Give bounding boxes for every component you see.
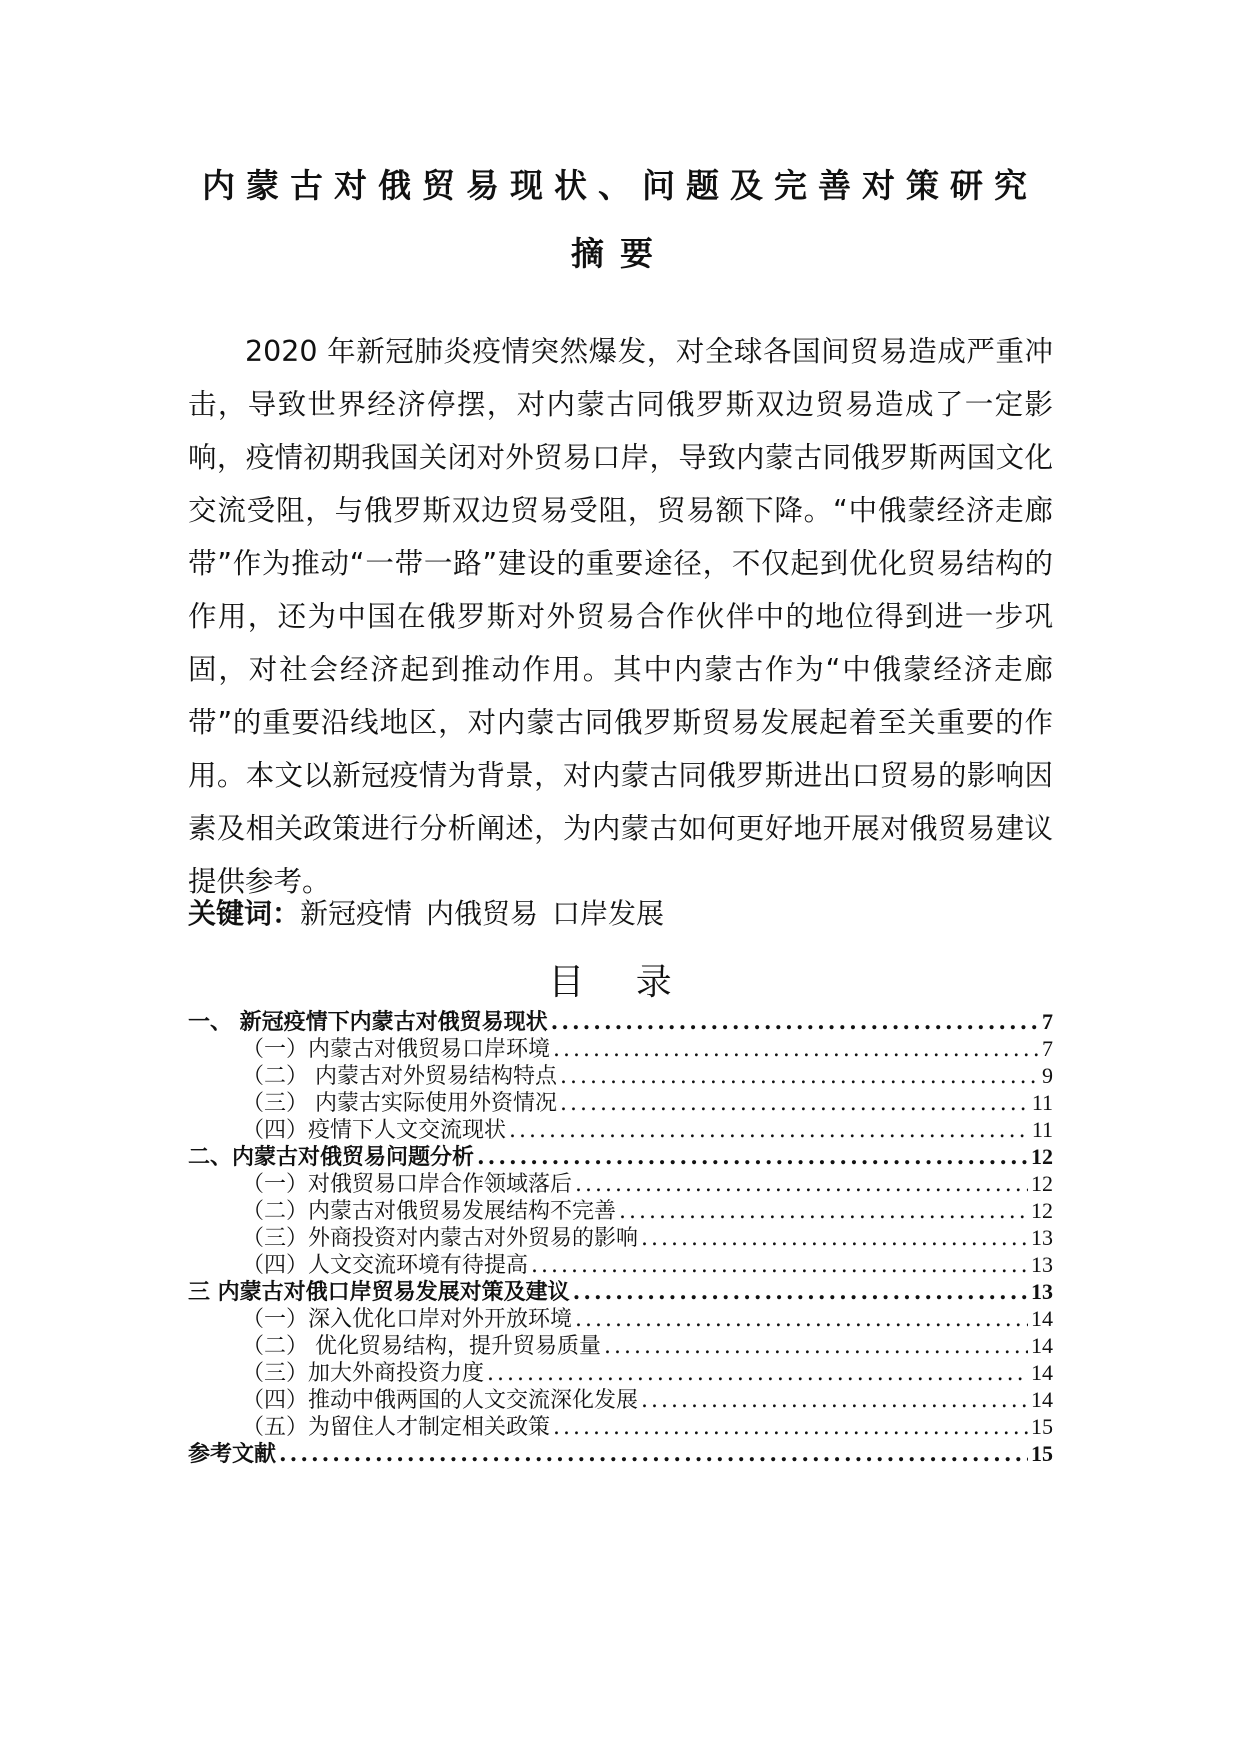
toc-page-number: 11 (1031, 1090, 1053, 1115)
toc-entry-title: （一）对俄贸易口岸合作领域落后 (242, 1172, 573, 1197)
toc-page-number: 12 (1031, 1198, 1053, 1223)
toc-entry-title: （二） 优化贸易结构，提升贸易质量 (242, 1334, 601, 1359)
toc-dot-leader (619, 1198, 1028, 1225)
toc-entry-section[interactable] (188, 1089, 1053, 1116)
toc-entry-title: （四）疫情下人文交流现状 (242, 1118, 507, 1143)
toc-dot-leader (553, 1036, 1039, 1063)
toc-entry-chapter[interactable] (188, 1278, 1053, 1305)
toc-entry-section[interactable] (188, 1251, 1053, 1278)
toc-page-number: 7 (1042, 1009, 1053, 1034)
keyword: 口岸发展 (552, 897, 665, 930)
toc-entry-title: （三）加大外商投资力度 (242, 1361, 485, 1386)
toc-page-number: 14 (1031, 1333, 1053, 1358)
toc-dot-leader (531, 1252, 1028, 1279)
toc-dot-leader (573, 1279, 1028, 1306)
toc-entry-section[interactable] (188, 1197, 1053, 1224)
toc-dot-leader (551, 1009, 1039, 1036)
toc-page-number: 13 (1031, 1225, 1053, 1250)
toc-dot-leader (641, 1387, 1028, 1414)
toc-dot-leader (279, 1441, 1028, 1468)
toc-entry-section[interactable] (188, 1413, 1053, 1440)
toc-entry-title: （四）人文交流环境有待提高 (242, 1253, 529, 1278)
toc-page-number: 14 (1031, 1306, 1053, 1331)
keyword: 内俄贸易 (426, 897, 539, 930)
toc-entry-section[interactable] (188, 1062, 1053, 1089)
toc-dot-leader (477, 1144, 1028, 1171)
table-of-contents (188, 1008, 1053, 1467)
toc-page-number: 12 (1031, 1171, 1053, 1196)
keyword: 新冠疫情 (300, 897, 413, 930)
toc-page-number: 12 (1031, 1144, 1053, 1169)
toc-dot-leader (575, 1306, 1028, 1333)
toc-entry-title: （一）内蒙古对俄贸易口岸环境 (242, 1037, 551, 1062)
toc-dot-leader (560, 1063, 1039, 1090)
toc-entry-chapter[interactable] (188, 1008, 1053, 1035)
toc-entry-title: （一）深入优化口岸对外开放环境 (242, 1307, 573, 1332)
toc-dot-leader (641, 1225, 1028, 1252)
toc-entry-title: （三） 内蒙古实际使用外资情况 (242, 1091, 557, 1116)
keywords-line (188, 892, 678, 932)
toc-entry-section[interactable] (188, 1359, 1053, 1386)
toc-entry-section[interactable] (188, 1332, 1053, 1359)
toc-entry-title: 三 内蒙古对俄口岸贸易发展对策及建议 (188, 1280, 570, 1305)
toc-entry-title: 二、内蒙古对俄贸易问题分析 (188, 1145, 475, 1170)
toc-page-number: 9 (1042, 1063, 1053, 1088)
toc-entry-title: 一、 新冠疫情下内蒙古对俄贸易现状 (188, 1010, 548, 1035)
toc-page-number: 11 (1031, 1117, 1053, 1142)
toc-page-number: 14 (1031, 1360, 1053, 1385)
toc-entry-title: （三）外商投资对内蒙古对外贸易的影响 (242, 1226, 639, 1251)
toc-entry-section[interactable] (188, 1224, 1053, 1251)
toc-dot-leader (560, 1090, 1029, 1117)
document-title: 内蒙古对俄贸易现状、问题及完善对策研究 (202, 166, 1038, 205)
toc-entry-title: （二）内蒙古对俄贸易发展结构不完善 (242, 1199, 617, 1224)
toc-entry-title: （四）推动中俄两国的人文交流深化发展 (242, 1388, 639, 1413)
toc-entry-section[interactable] (188, 1170, 1053, 1197)
keywords-label: 关键词： (188, 897, 301, 930)
toc-page-number: 13 (1031, 1279, 1053, 1304)
toc-dot-leader (604, 1333, 1028, 1360)
toc-dot-leader (575, 1171, 1028, 1198)
toc-entry-section[interactable] (188, 1035, 1053, 1062)
toc-dot-leader (509, 1117, 1029, 1144)
toc-entry-title: 参考文献 (188, 1442, 277, 1467)
toc-entry-title: （五）为留住人才制定相关政策 (242, 1415, 551, 1440)
toc-dot-leader (487, 1360, 1028, 1387)
toc-entry-chapter[interactable] (188, 1143, 1053, 1170)
toc-entry-title: （二） 内蒙古对外贸易结构特点 (242, 1064, 557, 1089)
abstract-paragraph: 2020 年新冠肺炎疫情突然爆发，对全球各国间贸易造成严重冲击，导致世界经济停摆，对内蒙古同俄罗斯双边贸易造成了一定影响，疫情初期我国关闭对外贸易口岸，导致内蒙古同俄罗斯两国文化交流受阻，与俄罗斯双边贸易受阻，贸易额下降。“中俄蒙经济走廊带”作为推动“一带一路”建设的重要途径，不仅起到优化贸易结构的作用，还为中国在俄罗斯对外贸易合作伙伴中的地位得到进一步巩固，对社会经济起到推动作用。其中内蒙古作为“中俄蒙经济走廊带”的重要沿线地区，对内蒙古同俄罗斯贸易发展起着至关重要的作用。本文以新冠疫情为背景，对内蒙古同俄罗斯进出口贸易的影响因素及相关政策进行分析阐述，为内蒙古如何更好地开展对俄贸易建议提供参考。 (188, 335, 1053, 898)
toc-page-number: 13 (1031, 1252, 1053, 1277)
toc-page-number: 14 (1031, 1387, 1053, 1412)
toc-entry-chapter[interactable] (188, 1440, 1053, 1467)
toc-page-number: 7 (1042, 1036, 1053, 1061)
toc-dot-leader (553, 1414, 1028, 1441)
toc-entry-section[interactable] (188, 1305, 1053, 1332)
toc-entry-section[interactable] (188, 1116, 1053, 1143)
toc-heading: 目 录 (548, 962, 692, 1003)
abstract-heading: 摘要 (571, 234, 669, 273)
toc-entry-section[interactable] (188, 1386, 1053, 1413)
toc-page-number: 15 (1031, 1414, 1053, 1439)
toc-page-number: 15 (1031, 1441, 1053, 1466)
